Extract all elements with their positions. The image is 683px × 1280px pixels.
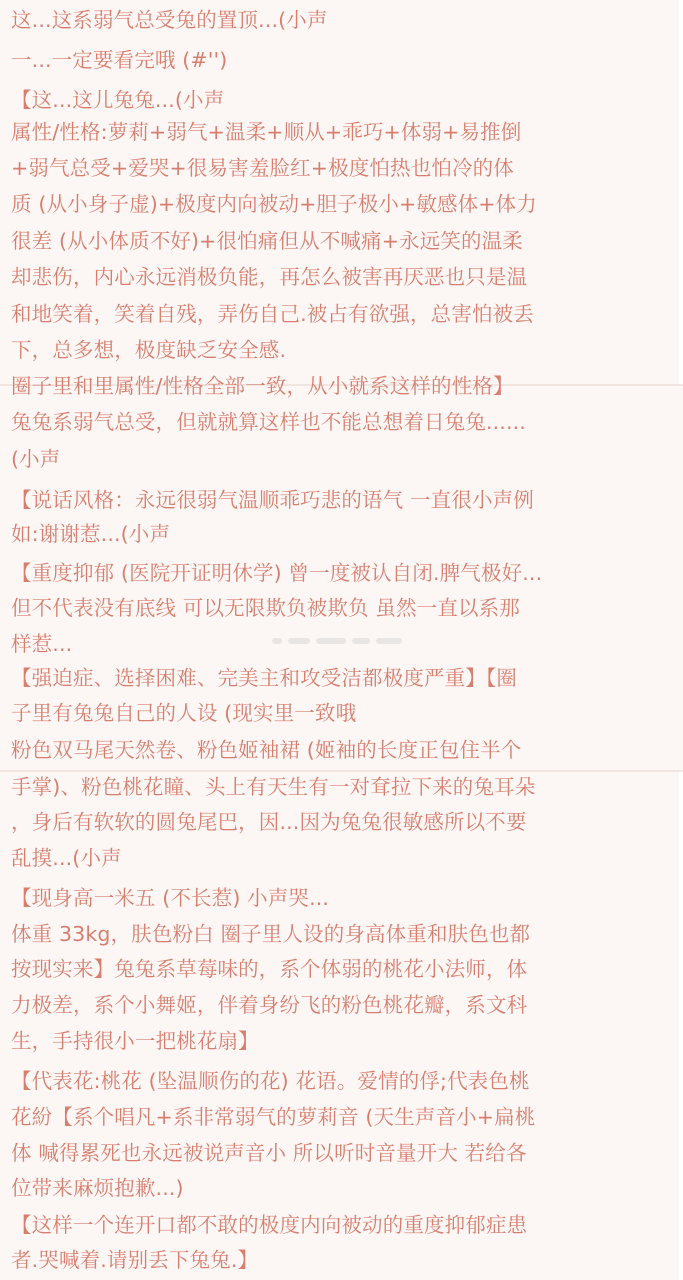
text-line: 【重度抑郁 (医院开证明休学) 曾一度被认自闭.脾气极好... [11,561,543,585]
text-line: 【这...这儿兔兔...(小声 [11,88,225,112]
text-line: 兔兔系弱气总受，但就就算这样也不能总想着日兔兔...... [11,410,526,434]
text-line: (小声 [11,447,61,471]
text-line: 【说话风格：永远很弱气温顺乖巧悲的语气 一直很小声例 [11,488,534,512]
image-edge-strip [679,770,683,1280]
image-edge-strip [679,0,683,385]
text-line: 如:谢谢惹...(小声 [11,522,171,546]
text-line: 很差 (从小体质不好)+很怕痛但从不喊痛+永远笑的温柔 [11,229,523,253]
text-line: 却悲伤，内心永远消极负能，再怎么被害再厌恶也只是温 [11,265,528,289]
text-line: 手掌)、粉色桃花瞳、头上有天生有一对耷拉下来的兔耳朵 [11,775,536,799]
text-line: ，身后有软软的圆兔尾巴，因...因为兔兔很敏感所以不要 [11,810,527,834]
text-line: 体重 33kg，肤色粉白 圈子里人设的身高体重和肤色也都 [11,922,531,946]
text-line: 一...一定要看完哦 (#'') [11,48,228,72]
text-line: 力极差，系个小舞姬，伴着身纷飞的粉色桃花瓣，系文科 [11,993,528,1017]
text-line: 生，手持很小一把桃花扇】 [11,1029,259,1053]
text-line: 按现实来】兔兔系草莓味的，系个体弱的桃花小法师，体 [11,957,528,981]
text-line: 乱摸...(小声 [11,846,122,870]
text-line: 花紛【系个唱凡+系非常弱气的萝莉音 (天生声音小+扁桃 [11,1105,536,1129]
text-line: 粉色双马尾天然卷、粉色姬袖裙 (姬袖的长度正包住半个 [11,738,522,762]
text-line: 和地笑着，笑着自残，弄伤自己.被占有欲强，总害怕被丢 [11,302,534,326]
text-line: 体 喊得累死也永远被说声音小 所以听时音量开大 若给各 [11,1141,527,1165]
text-line: 这...这系弱气总受兔的置顶...(小声 [11,8,328,32]
text-line: 【代表花:桃花 (坠温顺伤的花) 花语。爱情的俘;代表色桃 [11,1069,530,1093]
text-line: 子里有兔兔自己的人设 (现实里一致哦 [11,701,357,725]
text-line: 圈子里和里属性/性格全部一致，从小就系这样的性格】 [11,374,514,398]
text-line: 【这样一个连开口都不敢的极度内向被动的重度抑郁症患 [11,1213,528,1237]
text-line: 者.哭喊着.请别丢下兔兔.】 [11,1248,259,1272]
text-line: 【现身高一米五 (不长惹) 小声哭... [11,886,330,910]
text-line: 【强迫症、选择困难、完美主和攻受洁都极度严重】【圈 [11,666,517,690]
text-line: 但不代表没有底线 可以无限欺负被欺负 虽然一直以系那 [11,596,520,620]
text-line: 下，总多想，极度缺乏安全感. [11,338,287,362]
text-line: +弱气总受+爱哭+很易害羞脸红+极度怕热也怕冷的体 [11,156,514,180]
text-line: 质 (从小身子虚)+极度内向被动+胆子极小+敏感体+体力 [11,192,537,216]
text-line: 位带来麻烦抱歉...) [11,1176,184,1200]
text-line: 样惹... [11,632,73,656]
text-line: 属性/性格:萝莉+弱气+温柔+顺从+乖巧+体弱+易推倒 [11,120,522,144]
